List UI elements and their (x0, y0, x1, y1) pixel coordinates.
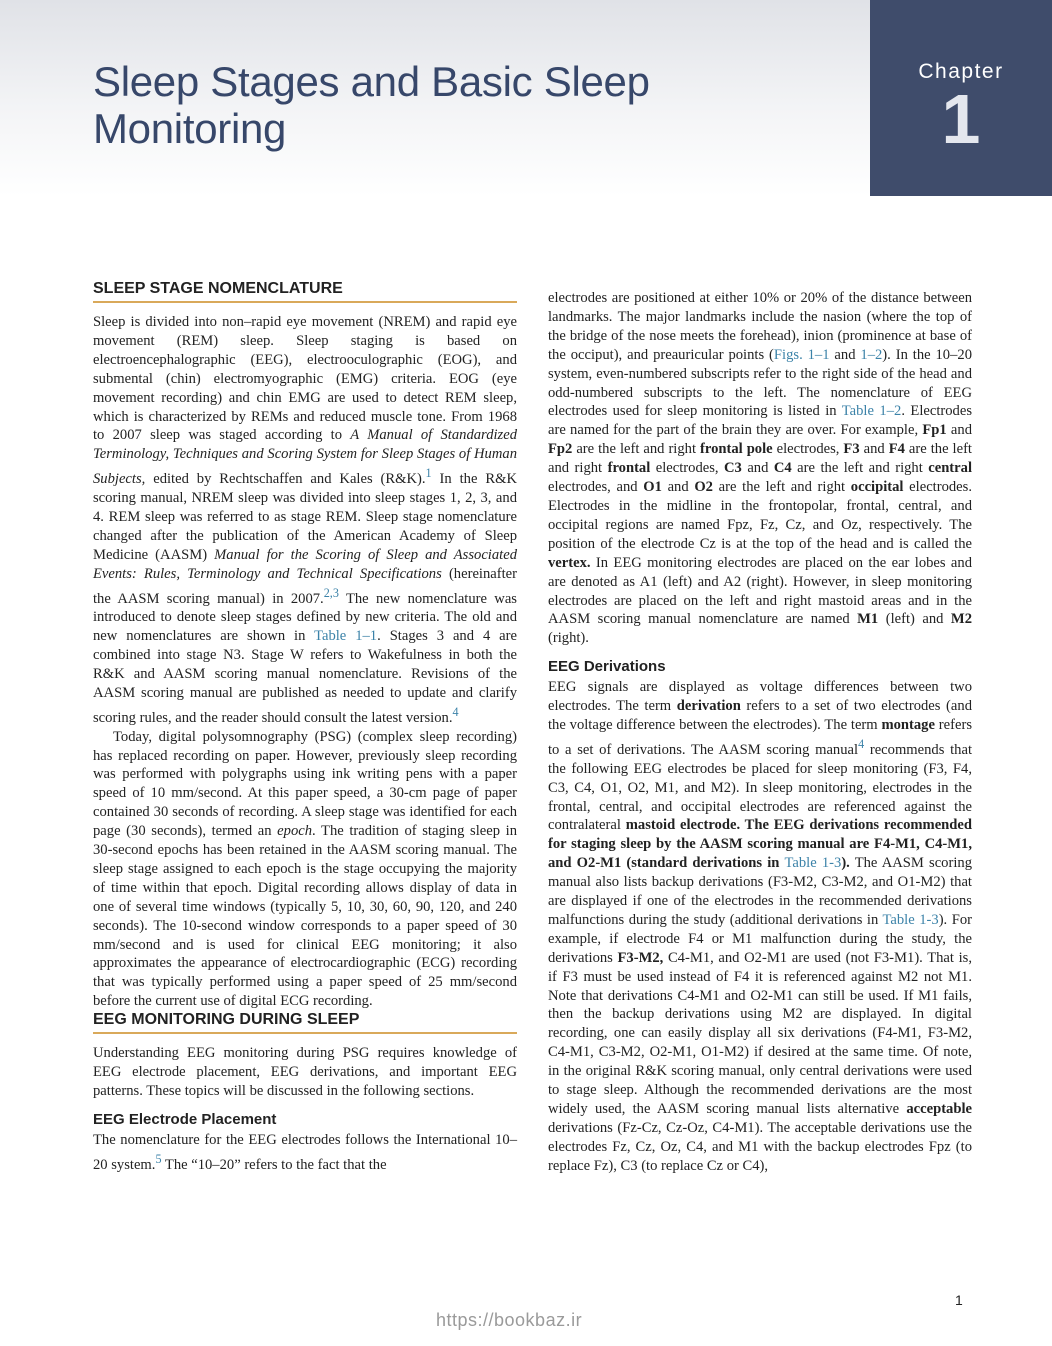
subheading-eeg-derivations: EEG Derivations (548, 658, 666, 676)
table-link[interactable]: Table 1-3 (784, 855, 842, 872)
section-heading-eeg-monitoring: EEG MONITORING DURING SLEEP (93, 1011, 517, 1034)
table-link[interactable]: Table 1–2 (841, 403, 902, 420)
figure-link[interactable]: Figs. 1–1 (773, 346, 830, 363)
figure-link[interactable]: 1–2 (860, 346, 883, 363)
watermark: https://bookbaz.ir (436, 1310, 583, 1330)
table-link[interactable]: Table 1-3 (882, 911, 939, 928)
left-column (93, 280, 517, 1175)
paragraph: Today, digital polysomnography (PSG) (complex sleep recording) has replaced recording on paper. However, previously sleep recording was performed with polygraphs using ink writing pens with a paper speed of 10 mm/second. At this paper speed, a 30-cm page of paper contained 30 seconds of recording. A sleep stage was identified for each page (30 seconds), termed an epoch. The tradition of staging sleep in 30-second epochs has been retained in the AASM scoring manual. The sleep stage assigned to each epoch is the stage occupying the majority of time within that epoch. Digital recording allows display of data in one of several time windows (typically 5, 10, 30, 60, 90, 120, and 240 seconds). The 10-second window corresponds to a paper speed of 30 mm/second and is used for clinical EEG monitoring; it also approximates the appearance of electrocardiographic (ECG) recording that was typically performed using a paper speed of 25 mm/second before the current use of digital ECG recording. (93, 728, 517, 1010)
right-column (548, 289, 972, 1176)
section-heading-sleep-stage-nomenclature: SLEEP STAGE NOMENCLATURE (93, 280, 517, 303)
reference-link[interactable]: 1 (425, 466, 432, 481)
paragraph: EEG signals are displayed as voltage differences between two electrodes. The term derivation refers to a set of two electrodes (and the voltage difference between the electrodes). The term montage refers to a set of derivations. The AASM scoring manual$^4$ recommends that the following EEG electrodes be placed for sleep monitoring (F3, F4, C3, C4, O1, O2, M1, and M2). In sleep monitoring, electrodes in the frontal, central, and occipital electrodes are referenced against the contralateral mastoid electrode. The EEG derivations recommended for staging sleep by the AASM scoring manual are F4-M1, C4-M1, and O2-M1 (standard derivations in Table 1-3). The AASM scoring manual also lists backup derivations (F3-M2, C3-M2, and O1-M2) that are displayed if one of the electrodes in the recommended derivations malfunctions during the study (additional derivations in Table 1-3). For example, if electrode F4 or M1 malfunction during the study, the derivations F3-M2, C4-M1, and O2-M1 are used (not F3-M1). That is, if F3 must be used instead of F4 it is referenced against M2 not M1. Note that derivations C4-M1 and O2-M1 can still be used. If M1 fails, then the backup derivations using M2 are displayed. In digital recording, one can easily display all six derivations (F4-M1, F3-M2, C4-M1, C3-M2, O2-M1, O1-M2) if desired at the same time. Of note, in the original R&K scoring manual, only central derivations were used to stage sleep. Although the recommended derivations are the most widely used, the AASM scoring manual lists alternative acceptable derivations (Fz-Cz, Cz-Oz, C4-M1). The acceptable derivations use the electrodes Fz, Cz, Oz, C4, and M1 with the backup electrodes Fpz (to replace Fz), C3 (to replace Cz or C4), (548, 679, 973, 1174)
page-title: Sleep Stages and Basic Sleep Monitoring (93, 58, 650, 152)
table-link[interactable]: Table 1–1 (314, 628, 378, 645)
paragraph: Understanding EEG monitoring during PSG requires knowledge of EEG electrode placement, EEG derivations, and important EEG patterns. These topics will be discussed in the following sections. (93, 1045, 517, 1100)
page-number: 1 (955, 1292, 963, 1308)
paragraph: Sleep is divided into non–rapid eye movement (NREM) and rapid eye movement (REM) sleep. Sleep staging is based on electroencephalographic (EEG), electrooculographic (EOG), and submental (chin) electromyographic (EMG) criteria. EOG (eye movement recording) and chin EMG are used to detect REM sleep, which is characterized by REMs and reduced muscle tone. From 1968 to 2007 sleep was staged according to A Manual of Standardized Terminology, Techniques and Scoring System for Sleep Stages of Human Subjects, edited by Rechtschaffen and Kales (R&K).$^1$ In the R&K scoring manual, NREM sleep was divided into sleep stages 1, 2, 3, and 4. REM sleep was referred to as stage REM. Sleep stage nomenclature changed after the publication of the American Academy of Sleep Medicine (AASM) Manual for the Scoring of Sleep and Associated Events: Rules, Terminology and Technical Specifications (hereinafter the AASM scoring manual) in 2007.$^{2,3}$ The new nomenclature was introduced to denote sleep stages defined by new criteria. The old and new nomenclatures are shown in Table 1–1. Stages 3 and 4 are combined into stage N3. Stage W refers to Wakefulness in both the R&K and AASM scoring manual nomenclature. Revisions of the AASM scoring manual are published as needed to update and clarify scoring rules, and the reader should consult the latest version.$^4$ (93, 314, 517, 726)
reference-link[interactable]: 4 (858, 736, 865, 751)
chapter-label: Chapter (918, 60, 1004, 83)
chapter-number: 1 (941, 80, 981, 158)
chapter-box (870, 0, 1052, 196)
paragraph: electrodes are positioned at either 10% or 20% of the distance between landmarks. The major landmarks include the nasion (where the top of the bridge of the nose meets the forehead), inion (prominence at base of the occiput), and preauricular points (Figs. 1–1 and 1–2). In the 10–20 system, even-numbered subscripts refer to the right side of the head and odd-numbered subscripts to the left. The nomenclature of EEG electrodes used for sleep monitoring is listed in Table 1–2. Electrodes are named for the part of the brain they are over. For example, Fp1 and Fp2 are the left and right frontal pole electrodes, F3 and F4 are the left and right frontal electrodes, C3 and C4 are the left and right central electrodes, and O1 and O2 are the left and right occipital electrodes. Electrodes in the midline in the frontopolar, frontal, central, and occipital regions are named Fpz, Fz, Cz, and Oz, respectively. The position of the electrode Cz is at the top of the head and is called the vertex. In EEG monitoring electrodes are placed on the ear lobes and are denoted as A1 (left) and A2 (right). However, in sleep monitoring electrodes are placed on the left and right mastoid areas and in the AASM scoring manual nomenclature are named M1 (left) and M2 (right). (548, 290, 972, 647)
reference-link[interactable]: 4 (452, 704, 459, 719)
reference-link[interactable]: 2,3 (323, 585, 339, 600)
reference-link[interactable]: 5 (155, 1151, 162, 1166)
subheading-electrode-placement: EEG Electrode Placement (93, 1110, 277, 1128)
paragraph: The nomenclature for the EEG electrodes follows the International 10–20 system.$^5$ The “10–20” refers to the fact that the (93, 1131, 517, 1173)
